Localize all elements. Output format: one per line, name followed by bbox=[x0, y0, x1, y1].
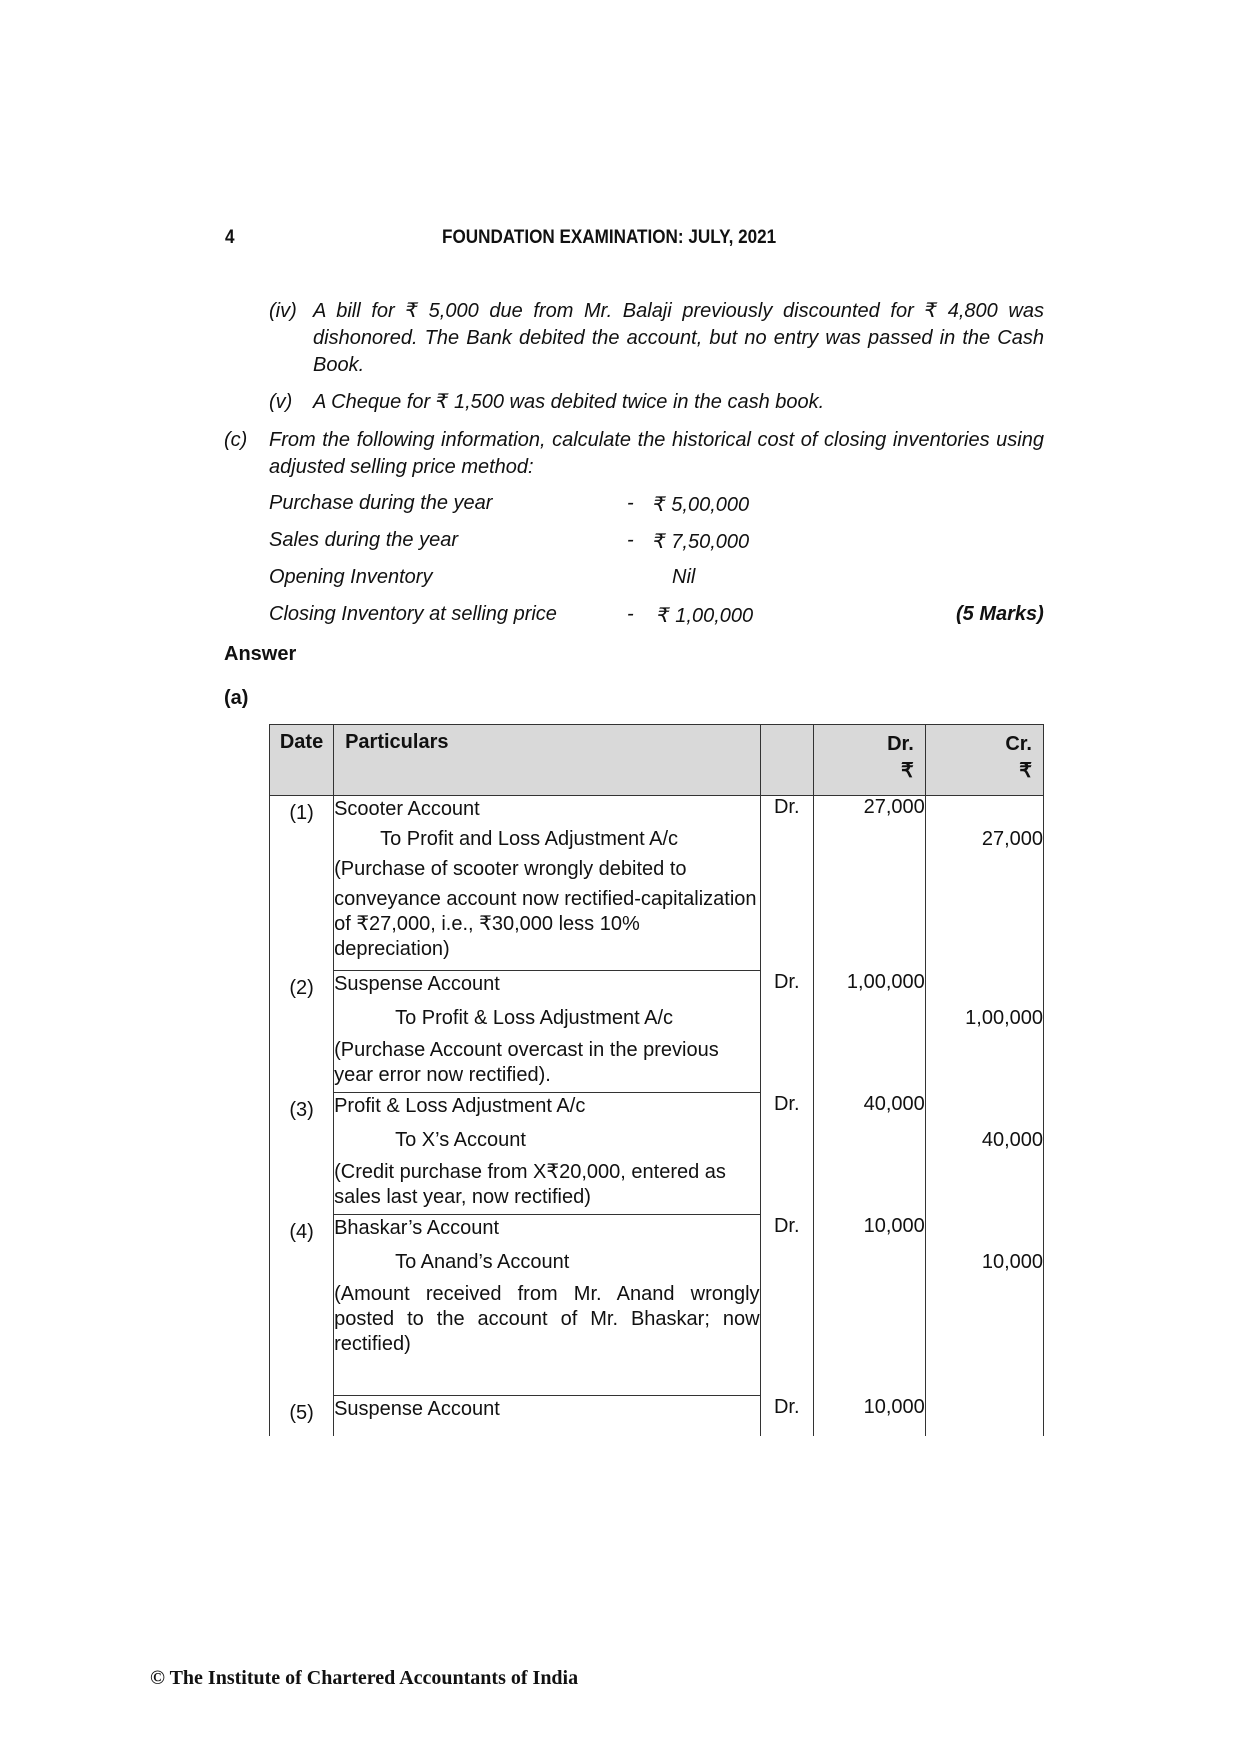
debit-amount: 10,000 bbox=[813, 1215, 925, 1396]
credit-amount: 1,00,000 bbox=[965, 1006, 1043, 1029]
question-v-label: (v) bbox=[269, 391, 293, 413]
answer-part-label: (a) bbox=[224, 687, 249, 709]
dr-marker: Dr. bbox=[760, 1215, 813, 1396]
entry-particulars bbox=[334, 1215, 760, 1396]
header-particulars: Particulars bbox=[334, 725, 760, 796]
narration: (Credit purchase from X₹20,000, entered as sales last year, now rectified) bbox=[334, 1161, 726, 1208]
narration: conveyance account now rectified-capitalization of ₹27,000, i.e., ₹30,000 less 10% depreciation) bbox=[334, 888, 757, 960]
inventory-dash: - bbox=[627, 603, 634, 625]
debit-amount: 1,00,000 bbox=[813, 971, 925, 1093]
debit-account: Scooter Account bbox=[334, 798, 480, 820]
inventory-label: Closing Inventory at selling price bbox=[269, 603, 557, 625]
question-iv-text: A bill for ₹ 5,000 due from Mr. Balaji previously discounted for ₹ 4,800 was dishonored. The Bank debited the account, but no entry was passed in the Cash Book. bbox=[313, 300, 1044, 376]
dr-marker: Dr. bbox=[760, 1396, 813, 1436]
footer-copyright: © The Institute of Chartered Accountants of India bbox=[150, 1667, 579, 1689]
inventory-value: Nil bbox=[672, 566, 696, 588]
question-iv-label: (iv) bbox=[269, 300, 297, 322]
page-title: FOUNDATION EXAMINATION: JULY, 2021 bbox=[442, 227, 777, 248]
entry-date: (4) bbox=[270, 1215, 334, 1396]
page-number: 4 bbox=[225, 227, 235, 248]
credit-account: To Profit and Loss Adjustment A/c bbox=[380, 828, 679, 850]
entry-particulars bbox=[334, 971, 760, 1093]
table-row bbox=[270, 971, 1044, 1093]
question-c-text: From the following information, calculate the historical cost of closing inventories using adjusted selling price method: bbox=[269, 429, 1044, 478]
entry-date: (1) bbox=[270, 796, 334, 971]
narration: (Purchase Account overcast in the previous year error now rectified). bbox=[334, 1039, 719, 1086]
header-cr-currency: ₹ bbox=[1019, 760, 1032, 782]
narration: (Amount received from Mr. Anand wrongly posted to the account of Mr. Bhaskar; now rectified) bbox=[334, 1283, 760, 1355]
inventory-value: ₹ 7,50,000 bbox=[653, 531, 750, 553]
entry-date: (3) bbox=[270, 1093, 334, 1215]
header-credit bbox=[925, 725, 1043, 796]
inventory-label: Purchase during the year bbox=[269, 492, 493, 514]
entry-particulars bbox=[334, 1396, 760, 1436]
dr-marker: Dr. bbox=[760, 1093, 813, 1215]
narration: (Purchase of scooter wrongly debited to bbox=[334, 858, 687, 880]
credit-cell bbox=[925, 1215, 1043, 1396]
debit-amount: 27,000 bbox=[813, 796, 925, 971]
debit-account: Profit & Loss Adjustment A/c bbox=[334, 1095, 586, 1117]
credit-cell bbox=[925, 1093, 1043, 1215]
debit-account: Bhaskar’s Account bbox=[334, 1217, 500, 1239]
debit-account: Suspense Account bbox=[334, 973, 500, 995]
inventory-label: Sales during the year bbox=[269, 529, 459, 551]
table-row bbox=[270, 1093, 1044, 1215]
question-v-text: A Cheque for ₹ 1,500 was debited twice in the cash book. bbox=[313, 391, 825, 413]
header-debit bbox=[813, 725, 925, 796]
dr-marker: Dr. bbox=[760, 971, 813, 1093]
credit-amount: 40,000 bbox=[981, 1128, 1043, 1151]
question-iv bbox=[269, 298, 1044, 379]
credit-cell bbox=[925, 1396, 1043, 1436]
credit-account: To Anand’s Account bbox=[395, 1251, 570, 1273]
inventory-value: ₹ 5,00,000 bbox=[653, 494, 750, 516]
debit-amount: 10,000 bbox=[813, 1396, 925, 1436]
debit-amount: 40,000 bbox=[813, 1093, 925, 1215]
inventory-dash: - bbox=[627, 492, 634, 514]
question-c bbox=[224, 427, 1044, 483]
inventory-dash: - bbox=[627, 529, 634, 551]
answer-heading: Answer bbox=[224, 643, 297, 665]
entry-particulars bbox=[334, 1093, 760, 1215]
marks-label: (5 Marks) bbox=[956, 603, 1044, 625]
header-dr-currency: ₹ bbox=[901, 760, 914, 782]
credit-account: To X’s Account bbox=[395, 1129, 526, 1151]
table-row bbox=[270, 1396, 1044, 1436]
credit-amount: 27,000 bbox=[981, 828, 1043, 850]
debit-account: Suspense Account bbox=[334, 1398, 500, 1420]
question-c-label: (c) bbox=[224, 429, 248, 451]
credit-cell bbox=[925, 971, 1043, 1093]
entry-date: (2) bbox=[270, 971, 334, 1093]
dr-marker: Dr. bbox=[760, 796, 813, 971]
credit-cell bbox=[925, 796, 1043, 971]
table-header-row bbox=[270, 725, 1044, 796]
credit-account: To Profit & Loss Adjustment A/c bbox=[395, 1007, 674, 1029]
table-row bbox=[270, 1215, 1044, 1396]
header-date: Date bbox=[270, 725, 334, 796]
table-row bbox=[270, 796, 1044, 971]
entry-date: (5) bbox=[270, 1396, 334, 1436]
journal-table bbox=[269, 724, 1044, 1436]
header-blank bbox=[760, 725, 813, 796]
inventory-label: Opening Inventory bbox=[269, 566, 433, 588]
header-dr-label: Dr. bbox=[887, 733, 914, 755]
header-cr-label: Cr. bbox=[1005, 733, 1032, 755]
credit-amount: 10,000 bbox=[981, 1250, 1043, 1273]
inventory-value: ₹ 1,00,000 bbox=[657, 605, 754, 627]
entry-particulars bbox=[334, 796, 760, 971]
